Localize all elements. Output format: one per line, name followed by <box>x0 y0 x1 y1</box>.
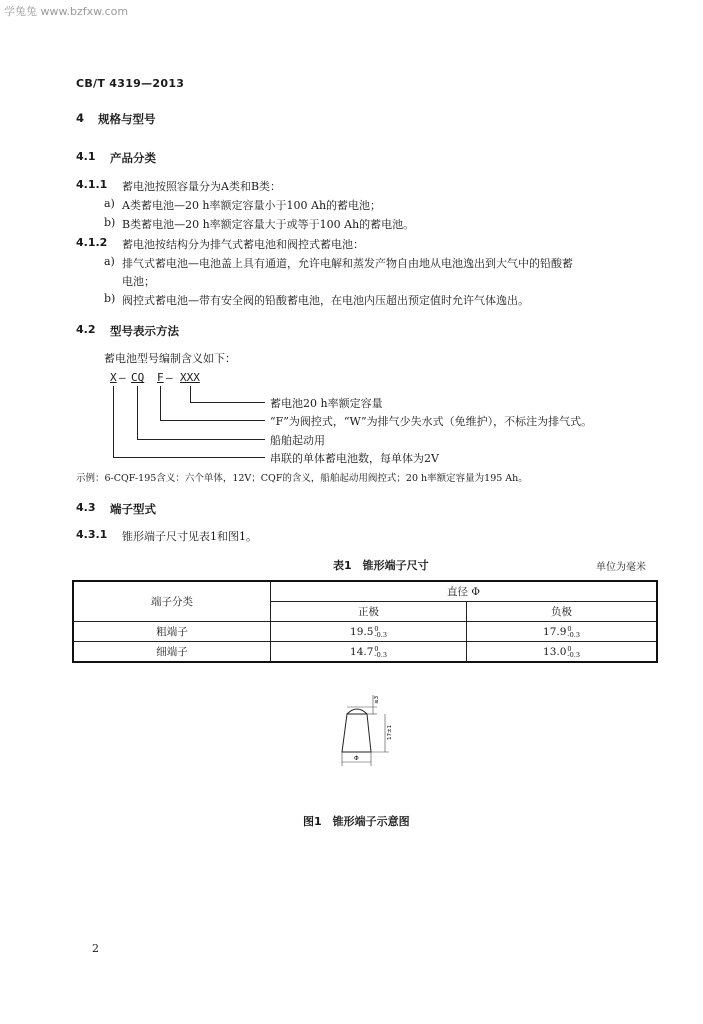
figure-caption: 图1 锥形端子示意图 <box>303 815 410 828</box>
clause-4-3-1-number: 4.3.1 <box>76 528 108 541</box>
model-code-x: X <box>110 371 117 384</box>
table-row <box>73 622 657 642</box>
list-item-text: 阀控式蓄电池—带有安全阀的铅酸蓄电池，在电池内压超出预定值时允许气体逸出。 <box>122 294 529 307</box>
watermark: 学兔兔 www.bzfxw.com <box>4 5 129 18</box>
dim-bottom-label: Φ <box>354 755 359 762</box>
bracket-line <box>113 457 265 458</box>
list-item-text: A类蓄电池—20 h率额定容量小于100 Ah的蓄电池； <box>122 199 382 212</box>
table-header-positive: 正极 <box>271 602 467 622</box>
clause-4-1-2-text: 蓄电池按结构分为排气式蓄电池和阀控式蓄电池： <box>122 238 364 251</box>
table-unit: 单位为毫米 <box>596 562 646 573</box>
section-4-2-number: 4.2 <box>76 323 96 336</box>
list-item-continuation: 电池； <box>122 275 155 288</box>
section-4-3-title: 端子型式 <box>110 502 156 516</box>
bracket-line <box>137 386 138 440</box>
model-code-dash: — <box>119 371 126 384</box>
section-4-1-title: 产品分类 <box>110 151 156 165</box>
section-4-3-number: 4.3 <box>76 501 96 514</box>
clause-4-3-1-text: 锥形端子尺寸见表1和图1。 <box>122 530 257 543</box>
list-mark: a) <box>104 197 115 210</box>
list-mark: b) <box>104 292 116 305</box>
clause-4-1-1-number: 4.1.1 <box>76 178 108 191</box>
list-mark: a) <box>104 255 115 268</box>
section-4-1-number: 4.1 <box>76 150 96 163</box>
bracket-line <box>160 386 161 421</box>
table-row <box>73 642 657 663</box>
section-4-2-title: 型号表示方法 <box>110 324 179 338</box>
bracket-line <box>190 386 191 403</box>
table-header-type: 端子分类 <box>73 581 271 622</box>
model-label: 串联的单体蓄电池数，每单体为2V <box>270 452 439 465</box>
list-item-text: B类蓄电池—20 h率额定容量大于或等于100 Ah的蓄电池。 <box>122 218 415 231</box>
example-text: 示例：6-CQF-195含义：六个单体，12V；CQF的含义，船舶起动用阀控式；20 h率额定容量为195 Ah。 <box>76 473 528 484</box>
table-cell-positive: 14.7 0 -0.3 <box>271 642 467 663</box>
section-4-title: 规格与型号 <box>98 112 156 126</box>
model-intro-text: 蓄电池型号编制含义如下： <box>104 352 236 365</box>
terminal-top-curve <box>347 709 367 714</box>
model-label: “F”为阀控式，“W”为排气少失水式（免维护），不标注为排气式。 <box>270 415 593 428</box>
bracket-line <box>137 439 265 440</box>
table-cell-negative: 17.9 0 -0.3 <box>467 622 658 642</box>
table-header-negative: 负极 <box>467 602 658 622</box>
model-code-xxx: XXX <box>180 371 200 384</box>
table-cell-type: 粗端子 <box>73 622 271 642</box>
table-cell-type: 细端子 <box>73 642 271 663</box>
bracket-line <box>113 386 114 458</box>
section-4-number: 4 <box>76 111 85 125</box>
table-cell-positive: 19.5 0 -0.3 <box>271 622 467 642</box>
list-item-text: 排气式蓄电池—电池盖上具有通道，允许电解和蒸发产物自由地从电池逸出到大气中的铅酸蓄 <box>122 257 573 270</box>
model-code-f: F <box>157 371 164 384</box>
terminal-shape <box>342 714 371 752</box>
terminal-size-table <box>72 580 658 663</box>
model-label: 船舶起动用 <box>270 434 325 447</box>
model-code-dash: — <box>166 371 173 384</box>
clause-4-1-1-text: 蓄电池按照容量分为A类和B类： <box>122 180 282 193</box>
document-header: CB/T 4319—2013 <box>76 77 185 90</box>
table-caption: 表1 锥形端子尺寸 <box>333 559 429 572</box>
dim-side-label: 17±1 <box>387 724 393 740</box>
clause-4-1-2-number: 4.1.2 <box>76 236 108 249</box>
page-number: 2 <box>92 942 99 955</box>
list-mark: b) <box>104 216 116 229</box>
table-header-diameter: 直径 Φ <box>271 581 658 602</box>
model-code-cq: CQ <box>131 371 145 384</box>
bracket-line <box>160 420 265 421</box>
model-label: 蓄电池20 h率额定容量 <box>270 397 383 410</box>
bracket-line <box>190 402 265 403</box>
tapered-terminal-figure <box>325 690 395 770</box>
dim-top-label: ≤3 <box>374 695 380 704</box>
table-cell-negative: 13.0 0 -0.3 <box>467 642 658 663</box>
